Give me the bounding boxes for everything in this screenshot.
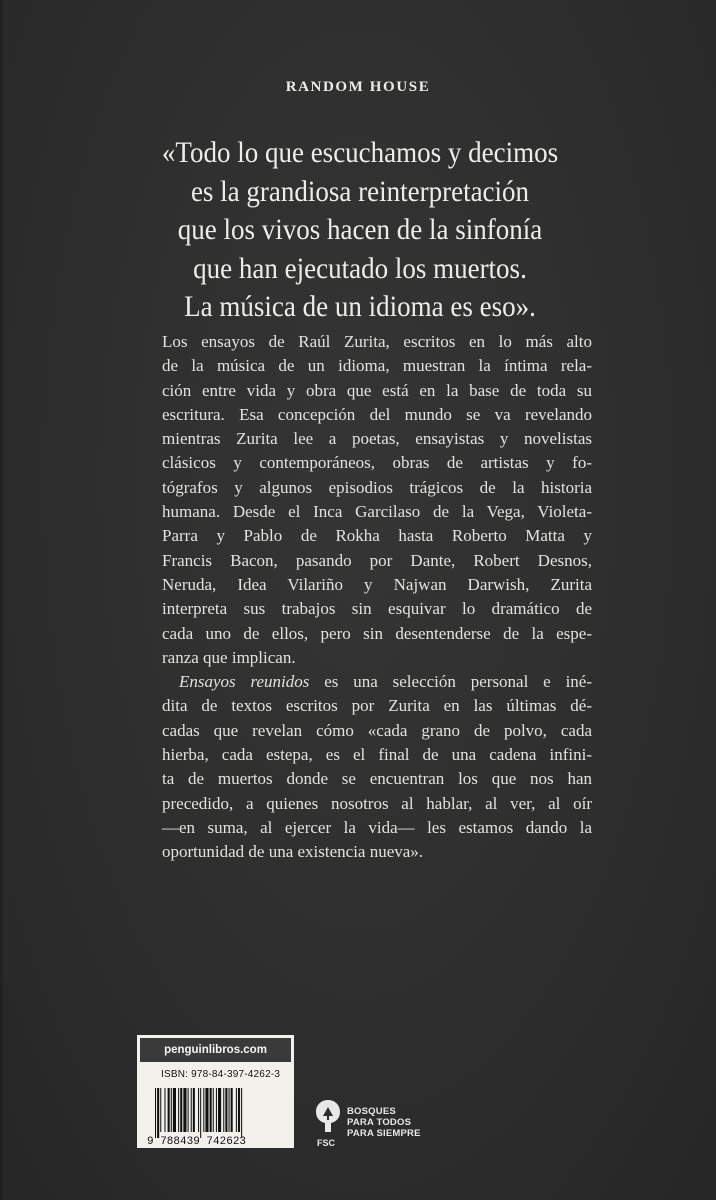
- barcode-bar: [157, 1088, 159, 1138]
- synopsis-line: —en suma, al ejercer la vida— les estamos dando la: [162, 817, 592, 837]
- synopsis-line: Parra y Pablo de Rokha hasta Roberto Matta y: [162, 526, 592, 546]
- barcode-bar: [160, 1088, 161, 1132]
- slogan-line: PARA SIEMPRE: [347, 1128, 421, 1139]
- synopsis-text: es una selección personal e iné-: [309, 672, 592, 692]
- barcode-bar: [236, 1088, 237, 1132]
- quote-line: que los vivos hacen de la sinfonía: [177, 213, 543, 246]
- synopsis-line: cadas que revelan cómo «cada grano de polvo, cada: [162, 720, 592, 740]
- synopsis-line: mientras Zurita lee a poetas, ensayistas y novelistas: [162, 429, 592, 449]
- synopsis-line: oportunidad de una existencia nueva».: [162, 842, 424, 862]
- barcode-bar: [241, 1088, 242, 1138]
- barcode-bar: [198, 1088, 199, 1132]
- synopsis-line: Francis Bacon, pasando por Dante, Robert Desnos,: [162, 550, 592, 570]
- synopsis-line: escritura. Esa concepción del mundo se va revelando: [162, 404, 592, 424]
- synopsis-line: tógrafos y algunos episodios trágicos de la historia: [162, 477, 592, 497]
- barcode-bar: [168, 1088, 170, 1132]
- barcode-bar: [200, 1088, 201, 1138]
- synopsis-line: Neruda, Idea Vilariño y Najwan Darwish, Zurita: [162, 574, 592, 594]
- barcode-bar: [218, 1088, 221, 1132]
- quote-line: La música de un idioma es eso».: [184, 290, 536, 323]
- synopsis-line: ta de muertos donde se encuentran los que nos han: [162, 769, 592, 789]
- barcode-bar: [193, 1088, 195, 1132]
- barcode-bar: [210, 1088, 212, 1132]
- fsc-certification: [313, 1098, 433, 1150]
- slogan-line: BOSQUES: [347, 1106, 396, 1117]
- quote-line: que han ejecutado los muertos.: [193, 251, 527, 285]
- synopsis-line: clásicos y contemporáneos, obras de artistas y fo-: [162, 453, 592, 473]
- isbn-label: ISBN: 978-84-397-4262-3: [161, 1069, 281, 1080]
- slogan-line: PARA TODOS: [347, 1117, 412, 1128]
- quote-line: «Todo lo que escuchamos y decimos: [161, 136, 559, 169]
- barcode-bar: [216, 1088, 217, 1132]
- synopsis-line: ción entre vida y obra que está en la base de toda su: [162, 380, 592, 400]
- barcode-bar: [231, 1088, 233, 1132]
- barcode-bar: [183, 1088, 186, 1132]
- epigraph-quote: [90, 134, 630, 327]
- barcode-bar: [191, 1088, 192, 1132]
- synopsis-line: de la música de un idioma, muestran la íntima rela-: [162, 356, 592, 376]
- book-title-italic: Ensayos reunidos: [179, 672, 310, 692]
- fsc-label: FSC: [317, 1138, 335, 1148]
- barcode-bar: [188, 1088, 189, 1132]
- barcode-bar: [178, 1088, 179, 1132]
- synopsis-line: humana. Desde el Inca Garcilaso de la Vega, Violeta-: [162, 502, 592, 522]
- barcode-panel: [137, 1035, 294, 1148]
- synopsis-line: Los ensayos de Raúl Zurita, escritos en lo más alto: [162, 332, 592, 351]
- barcode-bar: [238, 1088, 240, 1132]
- synopsis-line: interpreta sus trabajos sin esquivar lo dramático de: [162, 599, 592, 619]
- barcode-bar: [229, 1088, 230, 1132]
- synopsis-line: hierba, cada estepa, es el final de una cadena infini-: [162, 745, 592, 765]
- synopsis-line: precedido, a quienes nosotros al hablar, al ver, al oír: [162, 793, 592, 813]
- barcode-bar: [180, 1088, 182, 1132]
- synopsis-line: [162, 670, 592, 694]
- barcode: [147, 1088, 287, 1146]
- synopsis-line: dita de textos escritos por Zurita en las últimas dé-: [162, 696, 592, 716]
- bosques-slogan: [347, 1106, 437, 1139]
- barcode-bar: [203, 1088, 204, 1132]
- barcode-bar: [164, 1088, 165, 1132]
- fsc-tree-icon: [313, 1098, 343, 1138]
- website-label: penguinlibros.com: [140, 1038, 291, 1062]
- synopsis-line: ranza que implican.: [162, 647, 296, 667]
- publisher-name: RANDOM HOUSE: [285, 79, 431, 95]
- barcode-bar: [155, 1088, 156, 1138]
- synopsis-line: cada uno de ellos, pero sin desentenderse de la espe-: [162, 623, 592, 643]
- barcode-bar: [225, 1088, 227, 1132]
- barcode-bar: [171, 1088, 172, 1132]
- barcode-bar: [205, 1088, 208, 1132]
- barcode-digits: 9 788439 742623: [147, 1136, 247, 1146]
- barcode-bar: [173, 1088, 176, 1132]
- quote-line: es la grandiosa reinterpretación: [190, 174, 530, 208]
- barcode-bar: [213, 1088, 214, 1132]
- barcode-bar: [223, 1088, 224, 1132]
- synopsis: [162, 330, 592, 865]
